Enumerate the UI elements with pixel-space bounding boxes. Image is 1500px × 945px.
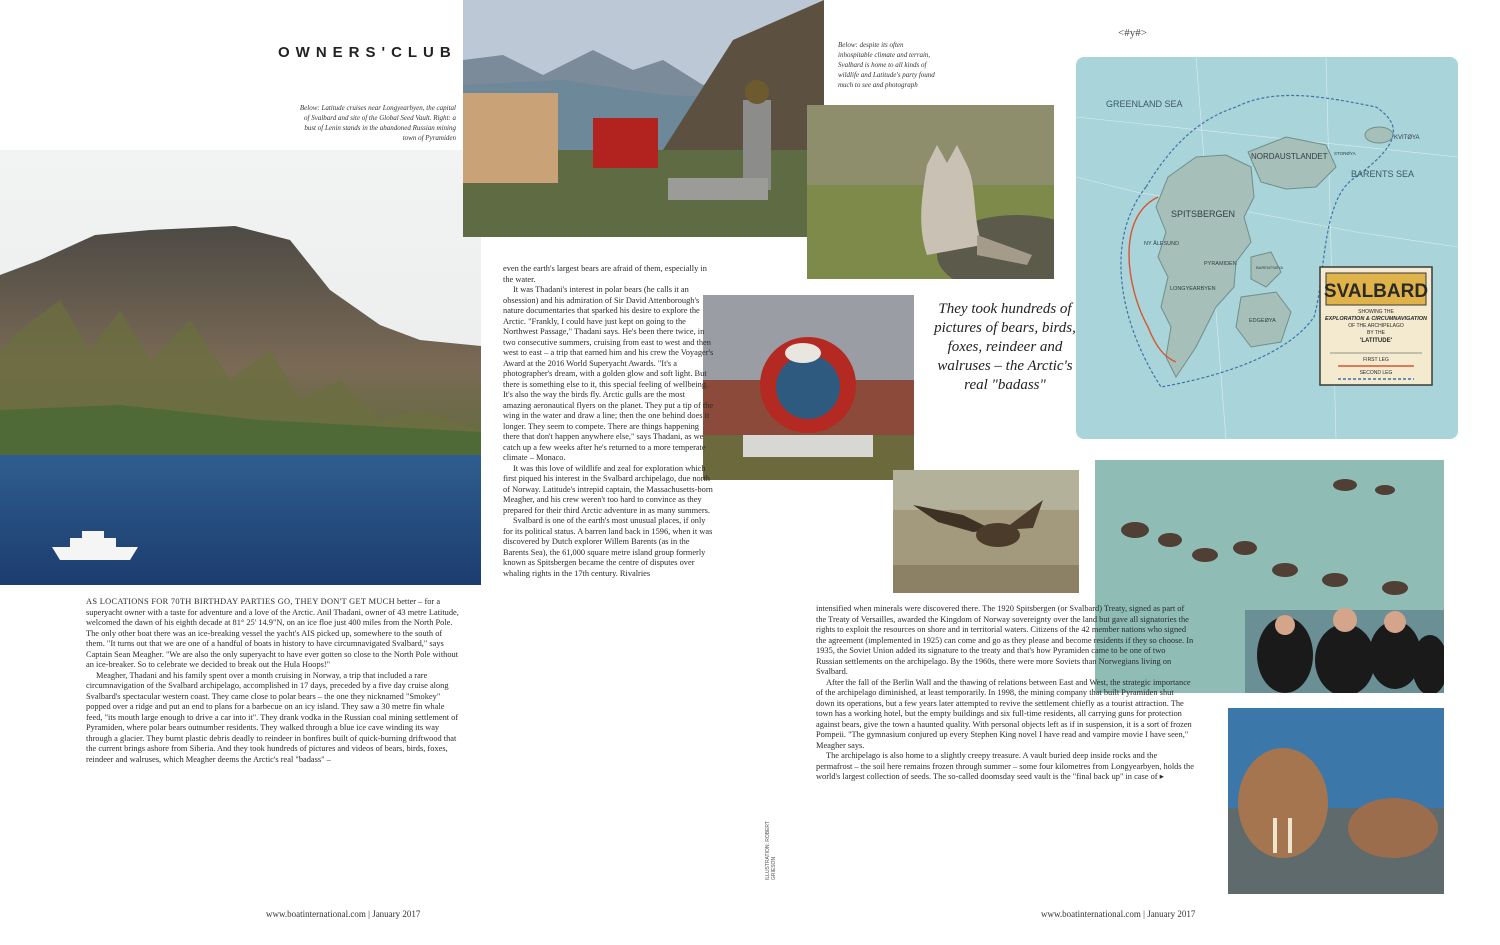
caption-left: Below: Latitude cruises near Longyearbyen, the capital of Svalbard and site of the Global Seed Vault. Right: a bust of Lenin stands in the abandoned Russian mining town of Pyramiden [299,104,456,142]
map-legend-sub5: 'LATITUDE' [1359,338,1393,344]
map-label-spitsbergen: SPITSBERGEN [1171,209,1236,219]
illustration-credit: ILLUSTRATION: ROBERT GRIESON [765,821,777,880]
footer-left: www.boatinternational.com | January 2017 [266,909,421,919]
photo-arctic-fox [807,105,1054,279]
map-legend-sub2: EXPLORATION & CIRCUMNAVIGATION [1324,316,1428,322]
photo-pyramiden-lenin-bust [463,0,824,237]
article-paragraph: better – for a superyacht owner with a taste for adventure and a love of the Arctic. Anil Thadani, owner of 43 metre Latitude, welcomed the dawn of his eighth decade at 81° 25' 14.9"N, on an ice floe just 400 miles from the North Pole. The only other boat there was an ice-breaking vessel the yacht's AIS picked up, somewhere to the south of them. "It turns out that we are one of a handful of boats in history to have circumnavigated Svalbard," says Captain Sean Meagher. "We are also the only superyacht to have ever gotten so close to the North Pole without an ice-breaker. So to celebrate we decided to break out the Hula Hoops!" [86,597,459,669]
map-label-edgeoya: EDGEØYA [1249,318,1276,324]
article-paragraph: Meagher, Thadani and his family spent over a month cruising in Norway, a trip that included a rare circumnavigation of the Svalbard archipelago, accomplished in 17 days, preceded by a five day cruise along Svalbard's spectacular western coast. They came close to polar bears – the one they nicknamed "Smokey" popped over a ridge and put an end to plans for a barbecue on an icy island. They saw a 30 metre fin whale feed, "its mouth large enough to drive a car into it". They drank vodka in the Russian coal mining settlement of Pyramiden, where polar bears outnumber residents. They walked through a blue ice cave winding its way through a glacier. They burnt plastic debris deadly to reindeer in bonfires built of quick-burning driftwood that the current brings ashore from Siberia. And they took hundreds of pictures and videos of bears, birds, foxes, reindeer and walruses, which Meagher deems the Arctic's real "badass" – [86,670,459,764]
photo-longyearbyen-yacht [0,150,481,585]
article-column-1 [86,597,463,765]
map-label-longyearbyen: LONGYEARBYEN [1170,286,1216,292]
article-column-3 [816,604,1194,783]
map-svalbard [1076,57,1458,439]
map-legend-title: SVALBARD [1323,281,1429,302]
map-legend-sub4: BY THE [1367,330,1385,336]
photo-walrus-rocks [1228,708,1444,894]
article-paragraph: Svalbard is one of the earth's most unusual places, if only for its political status. A barren land back in 1596, when it was discovered by Dutch explorer Willem Barents (as in the Barents Sea), the 61,000 square metre island group formerly known as Spitsbergen became the centre of disputes over whaling rights in the 17th century. Rivalries [503,516,713,578]
section-title: OWNERS'CLUB [278,44,457,61]
article-paragraph: intensified when minerals were discovered there. The 1920 Spitsbergen (or Svalbard) Treaty, signed as part of the Treaty of Versailles, awarded the Kingdom of Norway sovereignty over the land but gave all signatories the rights to exploit the resources on shore and in territorial waters. Citizens of the 42 member nations who signed the agreement (implemented in 1925) can come and go as they please and become residents if they so choose. In 1935, the Soviet Union added its signature to the treaty and that's how Pyramiden came to be one of two Russian settlements on the archipelago. By the 1960s, there were more Soviets than Norwegians living on Svalbard. [816,604,1194,676]
map-label-barents-sea: BARENTS SEA [1351,169,1415,179]
article-lead-in: AS LOCATIONS FOR 70TH BIRTHDAY PARTIES GO, THEY DON'T GET MUCH [86,597,395,606]
article-paragraph: It was Thadani's interest in polar bears (he calls it an obsession) and his admiration of Sir David Attenborough's nature documentaries that sparked his desire to explore the Arctic. "Frankly, I could have just kept on going to the Northwest Passage," Thadani says. He's been there twice, in two consecutive summers, cruising from east to west and then west to east – a trip that earned him and his crew the Voyager's Award at the 2016 World Superyacht Awards. "It's a photographer's dream, with a golden glow and soft light. But there is something else to it, this special feeling of wellbeing. It's also the way the birds fly. Arctic gulls are the most amazing aeronautical flyers on the planet. They put a tip of the wing in the water and draw a line; then the one behind does it longer. They seem to compete. There are things happening there that don't happen anywhere else," says Thadani, as we catch up a few weeks after he's returned to a more temperate climate – Monaco. [503,285,714,462]
photo-skua-bird [893,470,1079,593]
article-paragraph: After the fall of the Berlin Wall and the thawing of relations between East and West, the strategic importance of the archipelago diminished, at least temporarily. In 1998, the mining company that built Pyramiden shut down its operations, but a few years later attempted to revive the settlement chiefly as a tourist attraction. The town has a working hotel, but the empty buildings and six full-time residents, all carrying guns for protection against bears, give the town a haunted quality. With personal objects left as if in suspension, it is a sort of frozen Pompeii. "The gymnasium conjured up every Stephen King novel I have read and vampire movie I have seen," Meagher says. [816,677,1192,750]
map-label-greenland-sea: GREENLAND SEA [1106,99,1183,109]
map-legend-first-leg: FIRST LEG [1363,357,1389,363]
map-label-ny-alesund: NY ÅLESUND [1144,241,1180,247]
map-label-nordaustlandet: NORDAUSTLANDET [1251,152,1328,161]
map-label-storoya: STORØYA [1334,151,1356,156]
article-column-2 [503,264,715,579]
map-label-kvitoya: KVITØYA [1394,135,1420,141]
map-label-pyramiden: PYRAMIDEN [1204,261,1237,267]
page-marker: <#y#> [1118,27,1147,39]
map-legend-second-leg: SECOND LEG [1359,370,1393,376]
map-legend-sub3: OF THE ARCHIPELAGO [1348,323,1404,329]
map-label-barentsoya: BARENTSØYA [1256,265,1284,270]
pull-quote: They took hundreds of pictures of bears, birds, foxes, reindeer and walruses – the Arctic's real "badass" [934,301,1076,393]
article-paragraph: The archipelago is also home to a slightly creepy treasure. A vault buried deep inside rocks and the permafrost – the soil here remains frozen through summer – some four kilometres from Longyearbyen, holds the world's largest collection of seeds. The so-called doomsday seed vault is the "final back up" in case of ▸ [816,751,1194,781]
footer-right: www.boatinternational.com | January 2017 [1041,909,1196,919]
article-paragraph: It was this love of wildlife and zeal for exploration which first piqued his interest in the Svalbard archipelago, due north of Norway. Latitude's intrepid captain, the Massachusetts-born Meagher, and his crew weren't too hard to convince as they prepared for their third Arctic adventure in as many summers. [503,463,713,515]
map-legend-sub1: SHOWING THE [1358,309,1394,315]
article-paragraph: even the earth's largest bears are afraid of them, especially in the water. [503,264,707,284]
caption-right: Below: despite its often inhospitable climate and terrain, Svalbard is home to all kinds of wildlife and Latitude's party found much to see and photograph [838,41,935,89]
photo-pyramiden-mosaic [703,295,914,480]
